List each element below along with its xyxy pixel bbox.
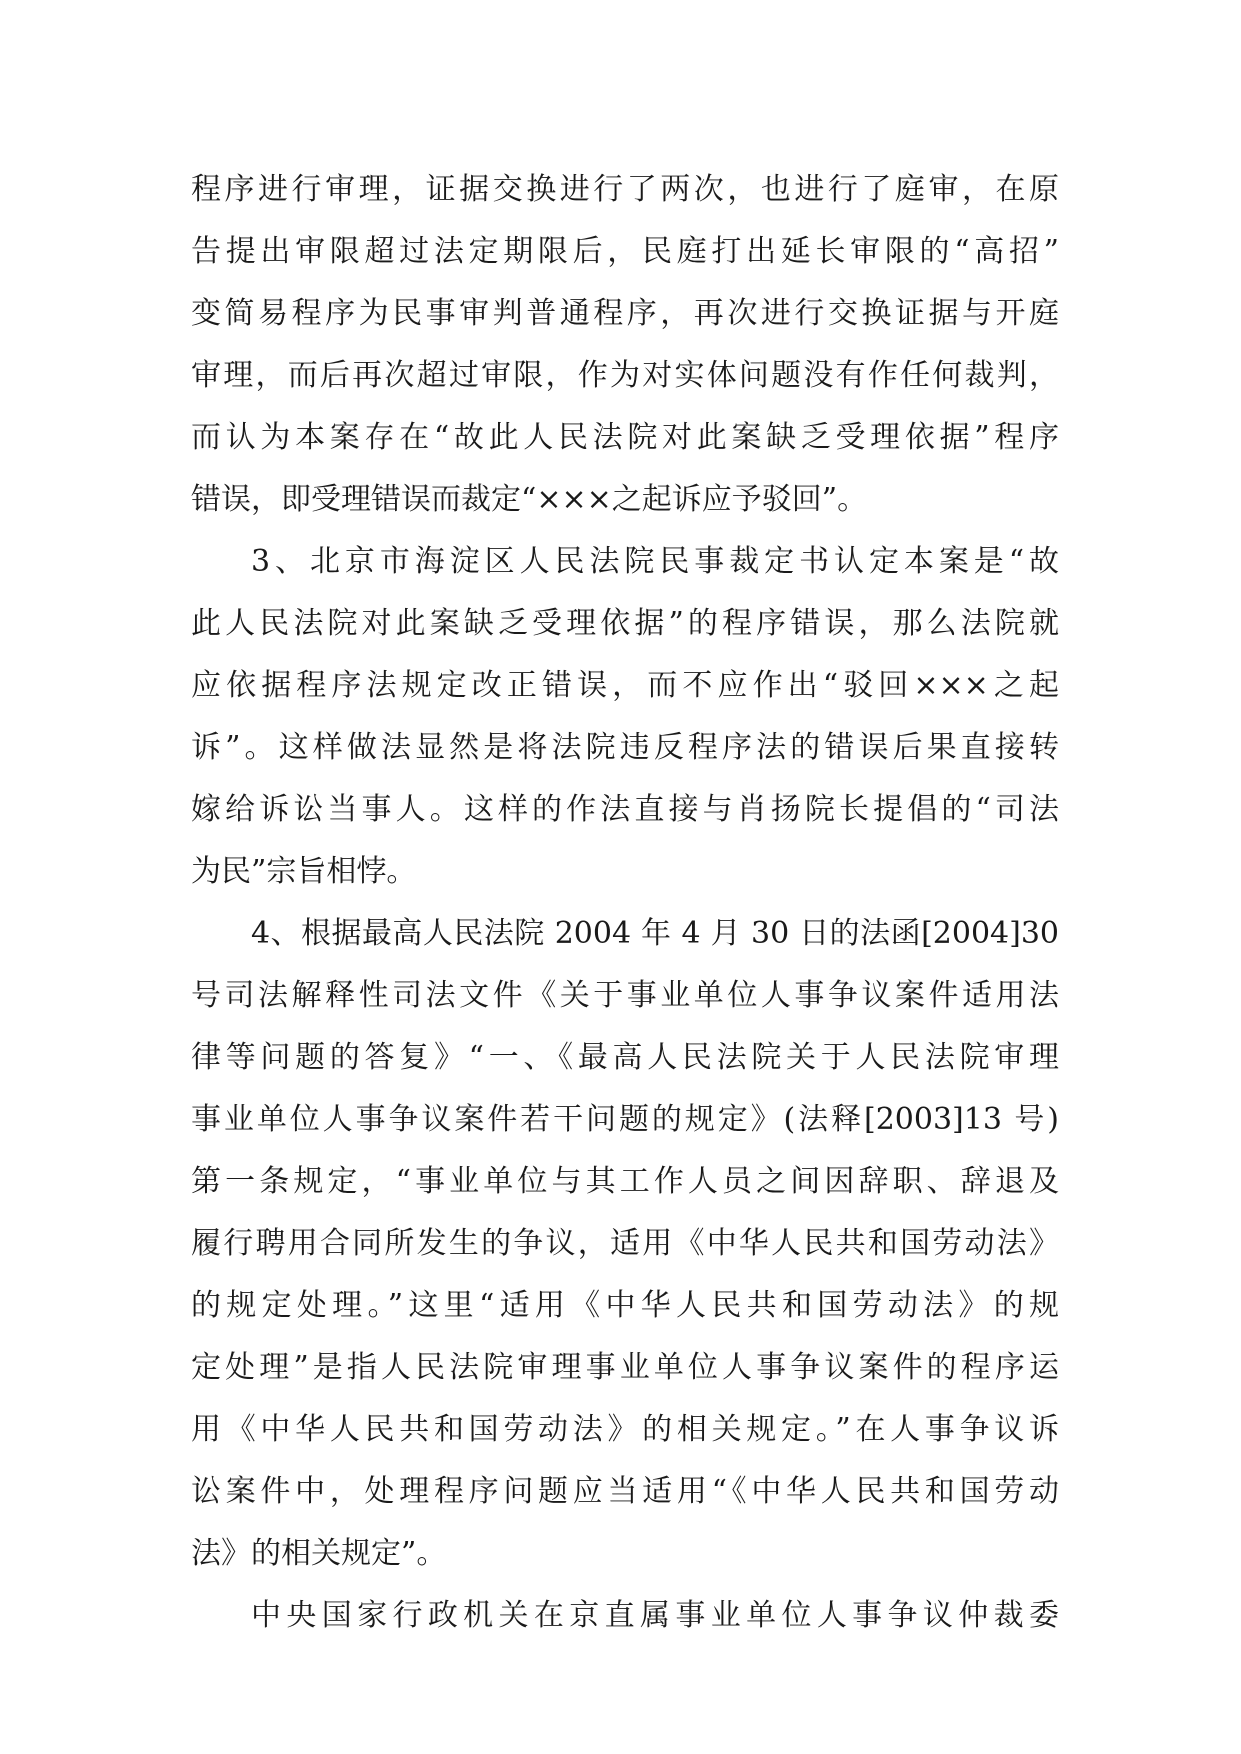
document-body (191, 155, 1059, 1643)
text-line: 的规定处理。”这里“适用《中华人民共和国劳动法》的规 (191, 1288, 1059, 1323)
text-line: 程序进行审理，证据交换进行了两次，也进行了庭审，在原 (191, 172, 1059, 207)
paragraph-4-first-line: 4、根据最高人民法院 2004 年 4 月 30 日的法函[2004]30 (251, 916, 1059, 951)
text-line: 嫁给诉讼当事人。这样的作法直接与肖扬院长提倡的“司法 (191, 792, 1059, 827)
text-line: 号司法解释性司法文件《关于事业单位人事争议案件适用法 (191, 978, 1059, 1013)
text-line: 律等问题的答复》“一、《最高人民法院关于人民法院审理 (191, 1040, 1059, 1075)
text-line: 用《中华人民共和国劳动法》的相关规定。”在人事争议诉 (191, 1412, 1059, 1447)
text-line: 告提出审限超过法定期限后，民庭打出延长审限的“高招” (191, 234, 1059, 269)
text-line: 事业单位人事争议案件若干问题的规定》(法释[2003]13 号) (191, 1102, 1059, 1137)
text-line: 诉”。这样做法显然是将法院违反程序法的错误后果直接转 (191, 730, 1059, 765)
text-line: 讼案件中，处理程序问题应当适用“《中华人民共和国劳动 (191, 1474, 1059, 1509)
text-line: 而认为本案存在“故此人民法院对此案缺乏受理依据”程序 (191, 420, 1059, 455)
text-line: 此人民法院对此案缺乏受理依据”的程序错误，那么法院就 (191, 606, 1059, 641)
text-line: 履行聘用合同所发生的争议，适用《中华人民共和国劳动法》 (191, 1226, 1059, 1261)
text-line: 定处理”是指人民法院审理事业单位人事争议案件的程序运 (191, 1350, 1059, 1385)
paragraph-5-first-line: 中央国家行政机关在京直属事业单位人事争议仲裁委 (251, 1598, 1059, 1633)
text-line: 应依据程序法规定改正错误，而不应作出“驳回×××之起 (191, 668, 1059, 703)
text-line: 错误，即受理错误而裁定“×××之起诉应予驳回”。 (191, 482, 868, 517)
text-line: 审理，而后再次超过审限，作为对实体问题没有作任何裁判， (191, 358, 1059, 393)
text-line: 变简易程序为民事审判普通程序，再次进行交换证据与开庭 (191, 296, 1059, 331)
text-line: 为民”宗旨相悖。 (191, 854, 417, 889)
text-line: 法》的相关规定”。 (191, 1536, 447, 1571)
paragraph-3-first-line: 3、北京市海淀区人民法院民事裁定书认定本案是“故 (251, 544, 1059, 579)
text-line: 第一条规定，“事业单位与其工作人员之间因辞职、辞退及 (191, 1164, 1059, 1199)
